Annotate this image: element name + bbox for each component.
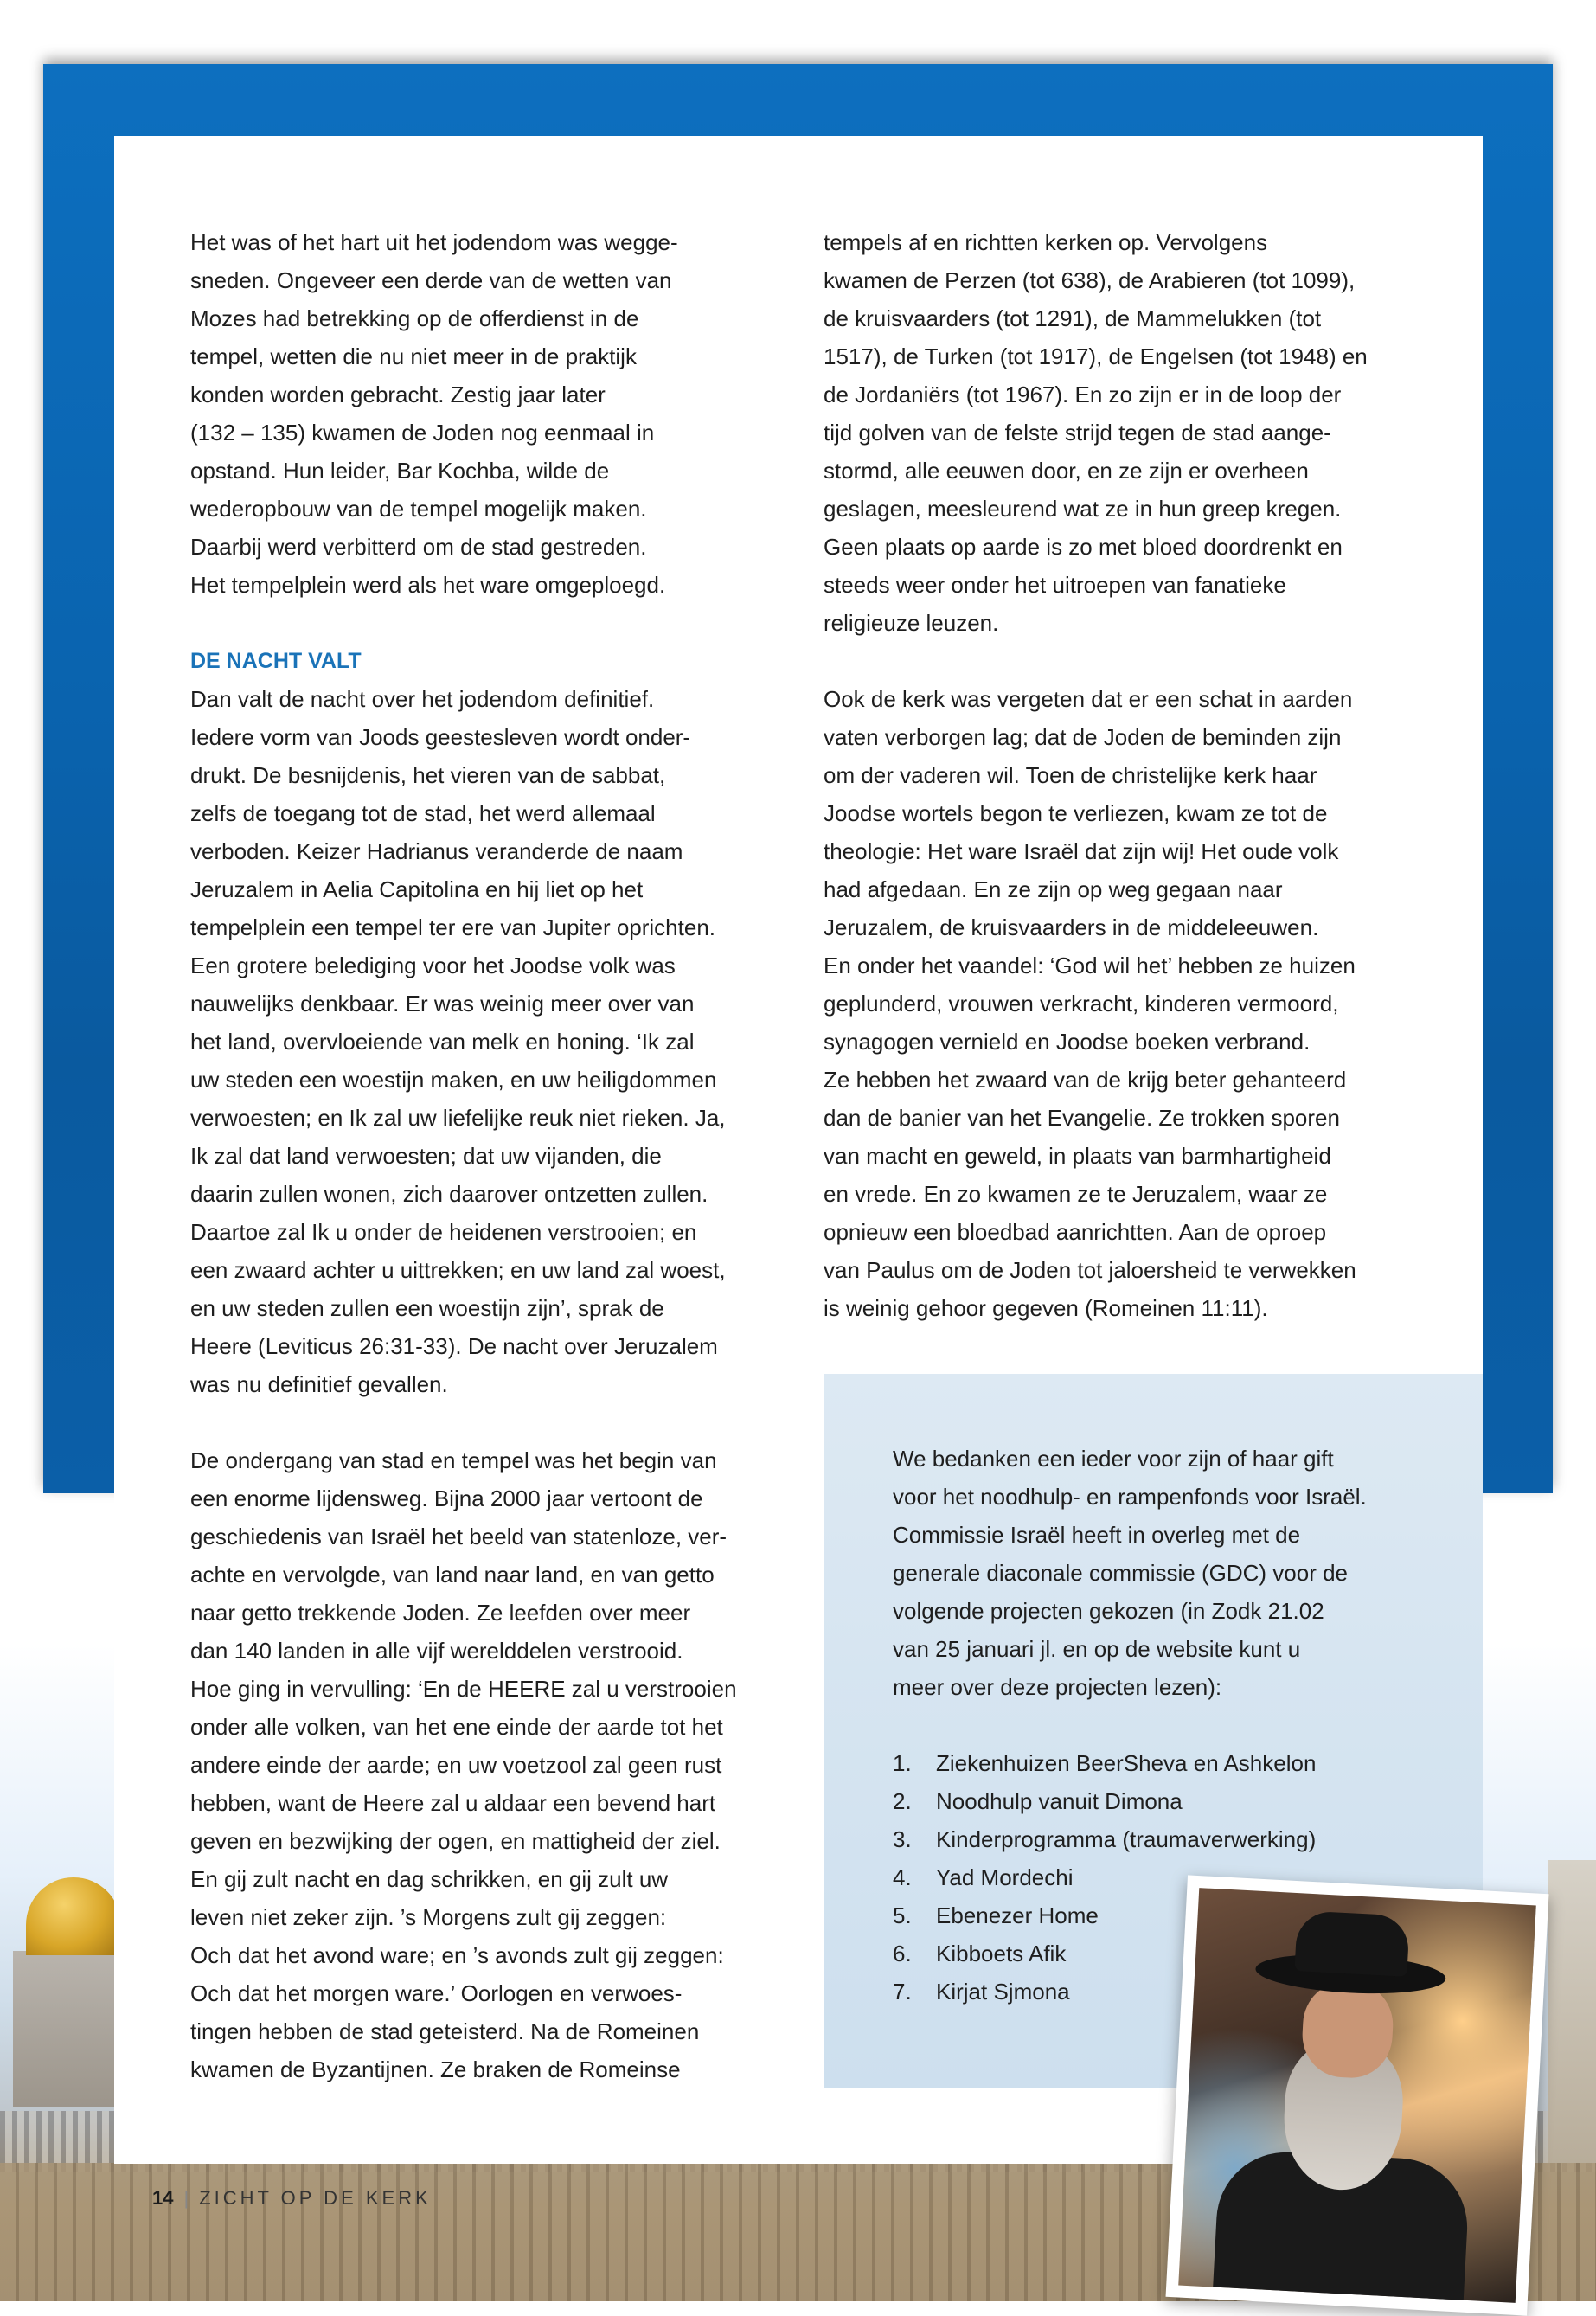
donation-info-text: We bedanken een ieder voor zijn of haar gift voor het noodhulp- en rampenfonds voor Israël. Commissie Israël heeft in overleg met de generale diaconale commissie (GDC) voor de volgende projecten gekozen (in Zodk 21.02 van 25 januari jl. en op de website kunt u meer over deze projecten lezen): 1. Ziekenhuizen BeerSheva en Ashkelon 2. Noodhulp vanuit Dimona 3. Kinderprogramma (traumaverwerking) 4. Yad Mordechi 5. Ebenezer Home 6. Kibboets Afik 7. Kirjat Sjmona: [893, 1440, 1446, 2011]
left-column: [190, 223, 779, 2088]
paragraph-3: De ondergang van stad en tempel was het begin van een enorme lijdensweg. Bijna 2000 jaar vertoont de geschiedenis van Israël het beeld van statenloze, ver- achte en vervolgde, van land naar land, en van getto naar getto trekkende Joden. Ze leefden over meer dan 140 landen in alle vijf werelddelen verstrooid. Hoe ging in vervulling: ‘En de HEERE zal u verstrooien onder alle volken, van het ene einde der aarde tot het andere einde der aarde; en uw voetzool zal geen rust hebben, want de Heere zal u aldaar een bevend hart geven en bezwijking der ogen, en mattigheid der ziel. En gij zult nacht en dag schrikken, en gij zult uw leven niet zeker zijn. ’s Morgens zult gij zeggen: Och dat het avond ware; en ’s avonds zult gij zeggen: Och dat het morgen ware.’ Oorlogen en verwoes- tingen hebben de stad geteisterd. Na de Romeinen kwamen de Byzantijnen. Ze braken de Romeinse: [190, 1447, 737, 2082]
rabbi-photo: [1166, 1875, 1549, 2315]
right-column: [824, 223, 1429, 1327]
right-buildings: [1548, 1860, 1596, 2163]
paragraph-5: Ook de kerk was vergeten dat er een schat in aarden vaten verborgen lag; dat de Joden de beminden zijn om der vaderen wil. Toen de christelijke kerk haar Joodse wortels begon te verliezen, kwam ze tot de theologie: Het ware Israël dat zijn wij! Het oude volk had afgedaan. En ze zijn op weg gegaan naar Jeruzalem, de kruisvaarders in de middeleeuwen. En onder het vaandel: ‘God wil het’ hebben ze huizen geplunderd, vrouwen verkracht, kinderen vermoord, synagogen vernield en Joodse boeken verbrand. Ze hebben het zwaard van de krijg beter gehanteerd dan de banier van het Evangelie. Ze trokken sporen van macht en geweld, in plaats van barmhartigheid en vrede. En zo kwamen ze te Jeruzalem, waar ze opnieuw een bloedbad aanrichtten. Aan de oproep van Paulus om de Joden tot jaloersheid te verwekken is weinig gehoor gegeven (Romeinen 11:11).: [824, 686, 1356, 1321]
hat-crown: [1294, 1910, 1409, 1977]
page-footer: [152, 2187, 432, 2210]
paragraph-2: Dan valt de nacht over het jodendom definitief. Iedere vorm van Joods geestesleven wordt onder- drukt. De besnijdenis, het vieren van de sabbat, zelfs de toegang tot de stad, het werd allemaal verboden. Keizer Hadrianus veranderde de naam Jeruzalem in Aelia Capitolina en hij liet op het tempelplein een tempel ter ere van Jupiter oprichten. Een grotere belediging voor het Joodse volk was nauwelijks denkbaar. Er was weinig meer over van het land, overvloeiende van melk en honing. ‘Ik zal uw steden een woestijn maken, en uw heiligdommen verwoesten; en Ik zal uw liefelijke reuk niet rieken. Ja, Ik zal dat land verwoesten; dat uw vijanden, die daarin zullen wonen, zich daarover ontzetten zullen. Daartoe zal Ik u onder de heidenen verstrooien; en een zwaard achter u uittrekken; en uw land zal woest, en uw steden zullen een woestijn zijn’, sprak de Heere (Leviticus 26:31-33). De nacht over Jeruzalem was nu definitief gevallen.: [190, 686, 726, 1397]
publication-name: ZICHT OP DE KERK: [199, 2187, 432, 2209]
list-item: 3. Kinderprogramma (traumaverwerking): [893, 1826, 1317, 1852]
list-item: 5. Ebenezer Home: [893, 1902, 1099, 1928]
list-item: 2. Noodhulp vanuit Dimona: [893, 1788, 1183, 1814]
section-heading: DE NACHT VALT: [190, 649, 362, 673]
list-item: 4. Yad Mordechi: [893, 1864, 1074, 1890]
page-number: 14: [152, 2187, 174, 2209]
photo-image: [1178, 1888, 1536, 2303]
list-item: 6. Kibboets Afik: [893, 1941, 1067, 1966]
footer-separator: |: [183, 2187, 189, 2209]
list-item: 7. Kirjat Sjmona: [893, 1979, 1070, 2005]
paragraph-1: Het was of het hart uit het jodendom was wegge- sneden. Ongeveer een derde van de wetten van Mozes had betrekking op de offerdienst in de tempel, wetten die nu niet meer in de praktijk konden worden gebracht. Zestig jaar later (132 – 135) kwamen de Joden nog eenmaal in opstand. Hun leider, Bar Kochba, wilde de wederopbouw van de tempel mogelijk maken. Daarbij werd verbitterd om de stad gestreden. Het tempelplein werd als het ware omgeploegd.: [190, 229, 678, 598]
paragraph-4: tempels af en richtten kerken op. Vervolgens kwamen de Perzen (tot 638), de Arabieren (tot 1099), de kruisvaarders (tot 1291), de Mammelukken (tot 1517), de Turken (tot 1917), de Engelsen (tot 1948) en de Jordaniërs (tot 1967). En zo zijn er in de loop der tijd golven van de felste strijd tegen de stad aange- stormd, alle eeuwen door, en ze zijn er overheen geslagen, meesleurend wat ze in hun greep kregen. Geen plaats op aarde is zo met bloed doordrenkt en steeds weer onder het uitroepen van fanatieke religieuze leuzen.: [824, 229, 1368, 636]
list-item: 1. Ziekenhuizen BeerSheva en Ashkelon: [893, 1750, 1317, 1776]
